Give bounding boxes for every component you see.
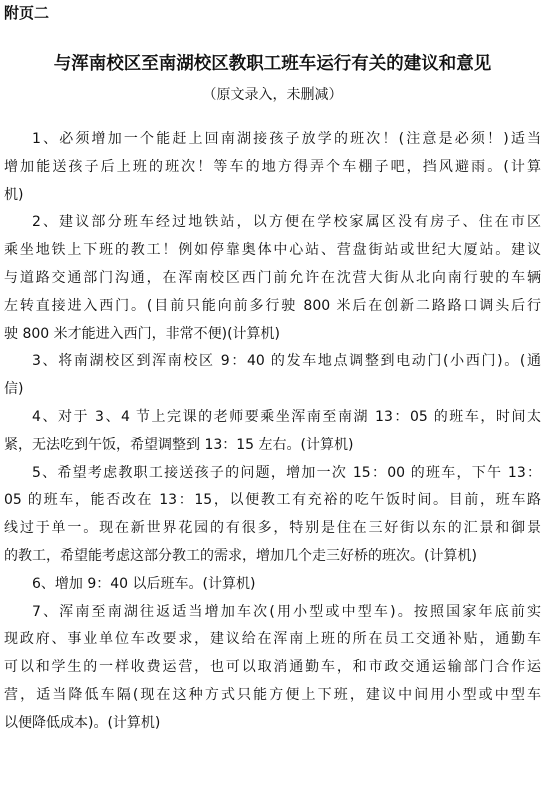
suggestion-paragraph [4,126,541,209]
suggestion-line: 线过于单一。现在新世界花园的有很多，特别是住在三好街以东的汇景和御景 [4,520,541,537]
suggestion-line: 左转直接进入西门。(目前只能向前多行驶 800 米后在创新二路路口调头后行 [4,297,541,314]
suggestion-paragraph [4,404,541,460]
suggestion-line: 乘坐地铁上下班的教工！例如停靠奥体中心站、营盘街站或世纪大厦站。建议 [4,242,541,259]
appendix-label: 附页二 [4,4,50,22]
document-subtitle: （原文录入，未删减） [202,87,343,103]
suggestion-line: 的教工，希望能考虑这部分教工的需求，增加几个走三好桥的班次。(计算机) [4,547,477,564]
suggestion-line: 紧，无法吃到午饭，希望调整到 13：15 左右。(计算机) [4,436,354,453]
suggestion-line: 05 的班车，能否改在 13：15，以便教工有充裕的吃午饭时间。目前，班车路 [4,492,541,509]
suggestion-line: 6、增加 9：40 以后班车。(计算机) [32,575,256,592]
suggestions-body [4,126,541,738]
suggestion-line: 4、对于 3、4 节上完课的老师要乘坐浑南至南湖 13：05 的班车，时间太 [32,408,541,425]
suggestion-paragraph [4,599,541,738]
suggestion-line: 以便降低成本)。(计算机) [4,714,161,731]
suggestion-line: 与道路交通部门沟通，在浑南校区西门前允许在沈营大街从北向南行驶的车辆 [4,269,541,286]
document-title: 与浑南校区至南湖校区教职工班车运行有关的建议和意见 [53,54,492,74]
suggestion-line: 机) [4,186,24,203]
suggestion-line: 7、浑南至南湖往返适当增加车次(用小型或中型车)。按照国家年底前实 [32,603,541,620]
suggestion-paragraph [4,460,541,571]
suggestion-line: 可以和学生的一样收费运营，也可以取消通勤车，和市政交通运输部门合作运 [4,659,541,676]
suggestion-paragraph [4,348,541,404]
suggestion-paragraph [4,571,541,599]
suggestion-line: 信) [4,381,24,398]
suggestion-line: 3、将南湖校区到浑南校区 9：40 的发车地点调整到电动门(小西门)。(通 [32,353,541,370]
suggestion-line: 增加能送孩子后上班的班次！等车的地方得弄个车棚子吧，挡风避雨。(计算 [4,158,541,175]
suggestion-paragraph [4,209,541,348]
suggestion-line: 5、希望考虑教职工接送孩子的问题，增加一次 15：00 的班车，下午 13： [32,464,541,481]
suggestion-line: 1、必须增加一个能赶上回南湖接孩子放学的班次！(注意是必须！)适当 [32,131,541,147]
suggestion-line: 2、建议部分班车经过地铁站，以方便在学校家属区没有房子、住在市区 [32,214,541,231]
suggestion-line: 现政府、事业单位车改要求，建议给在浑南上班的所在员工交通补贴，通勤车 [4,631,541,648]
suggestion-line: 驶 800 米才能进入西门，非常不便)(计算机) [4,325,281,342]
suggestion-line: 营，适当降低车隔(现在这种方式只能方便上下班，建议中间用小型或中型车 [4,686,541,703]
